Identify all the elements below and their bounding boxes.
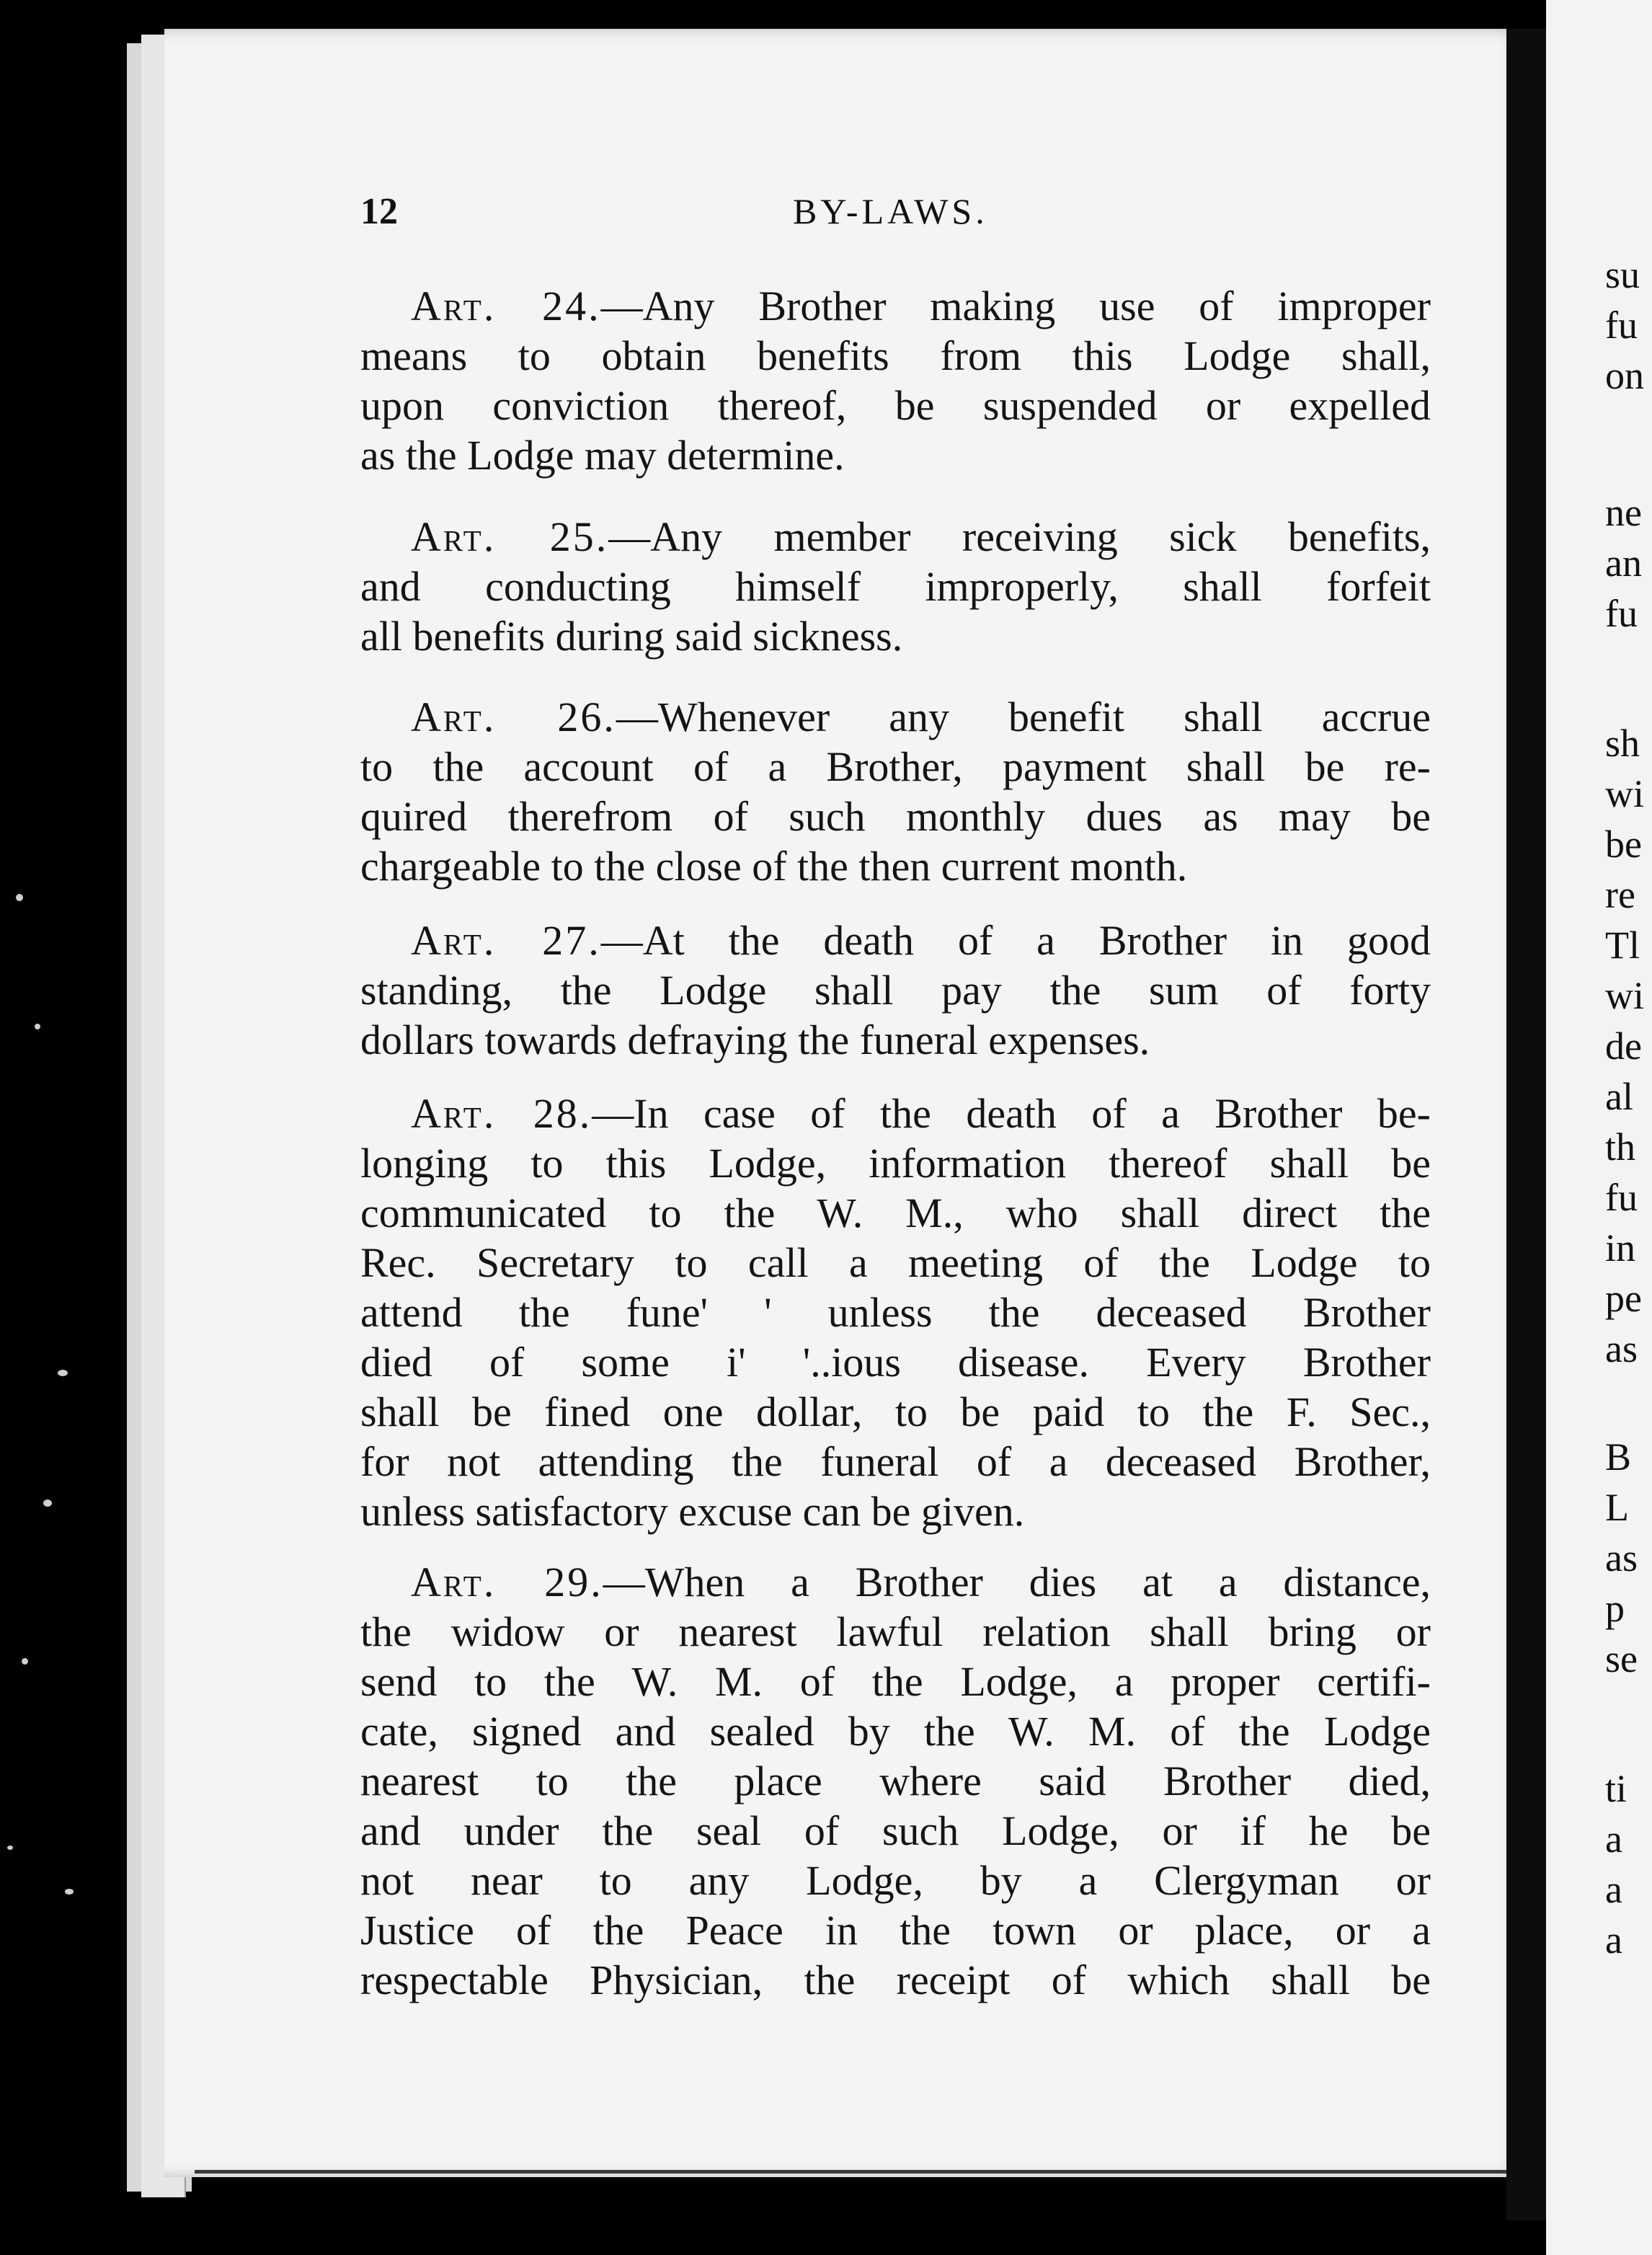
- facing-page-fragment: de: [1605, 1024, 1642, 1068]
- dust-speck: [43, 1499, 52, 1507]
- text-line: and under the seal of such Lodge, or if he be: [360, 1807, 1431, 1854]
- text-line: the widow or nearest lawful relation shall bring or: [360, 1608, 1431, 1655]
- text-line: chargeable to the close of the then current month.: [360, 843, 1188, 890]
- text-line: cate, signed and sealed by the W. M. of the Lodge: [360, 1708, 1431, 1755]
- text-line: not near to any Lodge, by a Clergyman or: [360, 1857, 1431, 1904]
- article-24: [360, 281, 1431, 480]
- page-number: 12: [360, 191, 398, 232]
- facing-page-fragment: p: [1605, 1587, 1625, 1630]
- facing-page-fragment: a: [1605, 1817, 1622, 1861]
- text-line: respectable Physician, the receipt of which shall be: [360, 1957, 1431, 2003]
- text-line: unless satisfactory excuse can be given.: [360, 1488, 1025, 1535]
- facing-page-fragment: Tl: [1605, 923, 1640, 967]
- text-line: longing to this Lodge, information thereof shall be: [360, 1140, 1431, 1187]
- facing-page-fragment: a: [1605, 1868, 1622, 1911]
- facing-page-fragment: as: [1605, 1536, 1638, 1580]
- facing-page-fragment: as: [1605, 1327, 1638, 1370]
- text-line: to the account of a Brother, payment shall be re-: [360, 743, 1431, 790]
- facing-page-fragment: se: [1605, 1637, 1638, 1680]
- text-line: —When a Brother dies at a distance,: [603, 1559, 1431, 1605]
- text-line: shall be fined one dollar, to be paid to the F. Sec.,: [360, 1388, 1431, 1435]
- facing-page-fragment: a: [1605, 1918, 1622, 1962]
- text-line: quired therefrom of such monthly dues as may be: [360, 793, 1431, 840]
- text-line: as the Lodge may determine.: [360, 432, 845, 479]
- facing-page-fragment: al: [1605, 1075, 1633, 1118]
- dust-speck: [58, 1370, 68, 1376]
- facing-page-fragment: fu: [1605, 592, 1638, 635]
- text-line: upon conviction thereof, be suspended or expelled: [360, 382, 1431, 429]
- facing-page-fragment: th: [1605, 1125, 1636, 1169]
- text-line: —At the death of a Brother in good: [600, 917, 1431, 964]
- text-line: Rec. Secretary to call a meeting of the Lodge to: [360, 1239, 1431, 1286]
- facing-page-fragment: wi: [1605, 772, 1644, 815]
- article-27: [360, 916, 1431, 1065]
- facing-page-fragment: be: [1605, 823, 1642, 866]
- text-line: all benefits during said sickness.: [360, 613, 903, 660]
- facing-page-fragment: L: [1605, 1486, 1629, 1529]
- facing-page-fragment: wi: [1605, 974, 1644, 1017]
- dust-speck: [35, 1024, 40, 1029]
- text-line: for not attending the funeral of a deceased Brother,: [360, 1438, 1431, 1485]
- facing-page-fragment: pe: [1605, 1277, 1642, 1320]
- facing-page-fragment: B: [1605, 1435, 1632, 1479]
- article-label: Art. 28.: [411, 1090, 592, 1137]
- book-gutter: [1506, 29, 1550, 2220]
- article-28: [360, 1089, 1431, 1536]
- text-line: —Any Brother making use of improper: [600, 283, 1431, 329]
- running-head: BY-LAWS.: [793, 191, 988, 231]
- text-line: and conducting himself improperly, shall forfeit: [360, 563, 1431, 610]
- text-line: attend the fune' ' unless the deceased Brother: [360, 1289, 1431, 1336]
- text-line: —Whenever any benefit shall accrue: [616, 694, 1431, 740]
- article-label: Art. 29.: [411, 1559, 603, 1605]
- facing-page-fragment: in: [1605, 1226, 1636, 1270]
- text-line: Justice of the Peace in the town or place, or a: [360, 1907, 1431, 1954]
- dust-speck: [65, 1889, 74, 1895]
- dust-speck: [16, 894, 23, 901]
- text-line: standing, the Lodge shall pay the sum of forty: [360, 967, 1431, 1014]
- text-line: nearest to the place where said Brother died,: [360, 1758, 1431, 1804]
- facing-page-fragment: su: [1605, 253, 1640, 296]
- facing-page-fragment: sh: [1605, 722, 1640, 765]
- facing-page-fragment: re: [1605, 873, 1635, 916]
- text-line: send to the W. M. of the Lodge, a proper certifi-: [360, 1658, 1431, 1705]
- dust-speck: [22, 1658, 28, 1665]
- text-line: —Any member receiving sick benefits,: [608, 513, 1431, 560]
- text-line: —In case of the death of a Brother be-: [592, 1090, 1431, 1137]
- article-label: Art. 24.: [411, 283, 601, 329]
- article-label: Art. 27.: [411, 917, 601, 964]
- facing-page-fragment: fu: [1605, 304, 1638, 347]
- text-line: dollars towards defraying the funeral expenses.: [360, 1016, 1150, 1063]
- article-26: [360, 692, 1431, 891]
- article-label: Art. 26.: [411, 694, 616, 740]
- dust-speck: [7, 1846, 13, 1850]
- article-label: Art. 25.: [411, 513, 609, 560]
- facing-page-fragment: fu: [1605, 1176, 1638, 1219]
- text-line: communicated to the W. M., who shall direct the: [360, 1189, 1431, 1236]
- article-29: [360, 1557, 1431, 2005]
- facing-page-fragment: ne: [1605, 491, 1642, 534]
- facing-page-fragment: ti: [1605, 1767, 1627, 1810]
- facing-page-fragment: on: [1605, 354, 1644, 397]
- facing-page: [1546, 0, 1652, 2255]
- facing-page-fragment: an: [1605, 541, 1642, 585]
- page-bottom-edge: [195, 2170, 1535, 2174]
- text-line: means to obtain benefits from this Lodge shall,: [360, 332, 1431, 379]
- article-25: [360, 512, 1431, 661]
- text-line: died of some i' '..ious disease. Every Brother: [360, 1339, 1431, 1386]
